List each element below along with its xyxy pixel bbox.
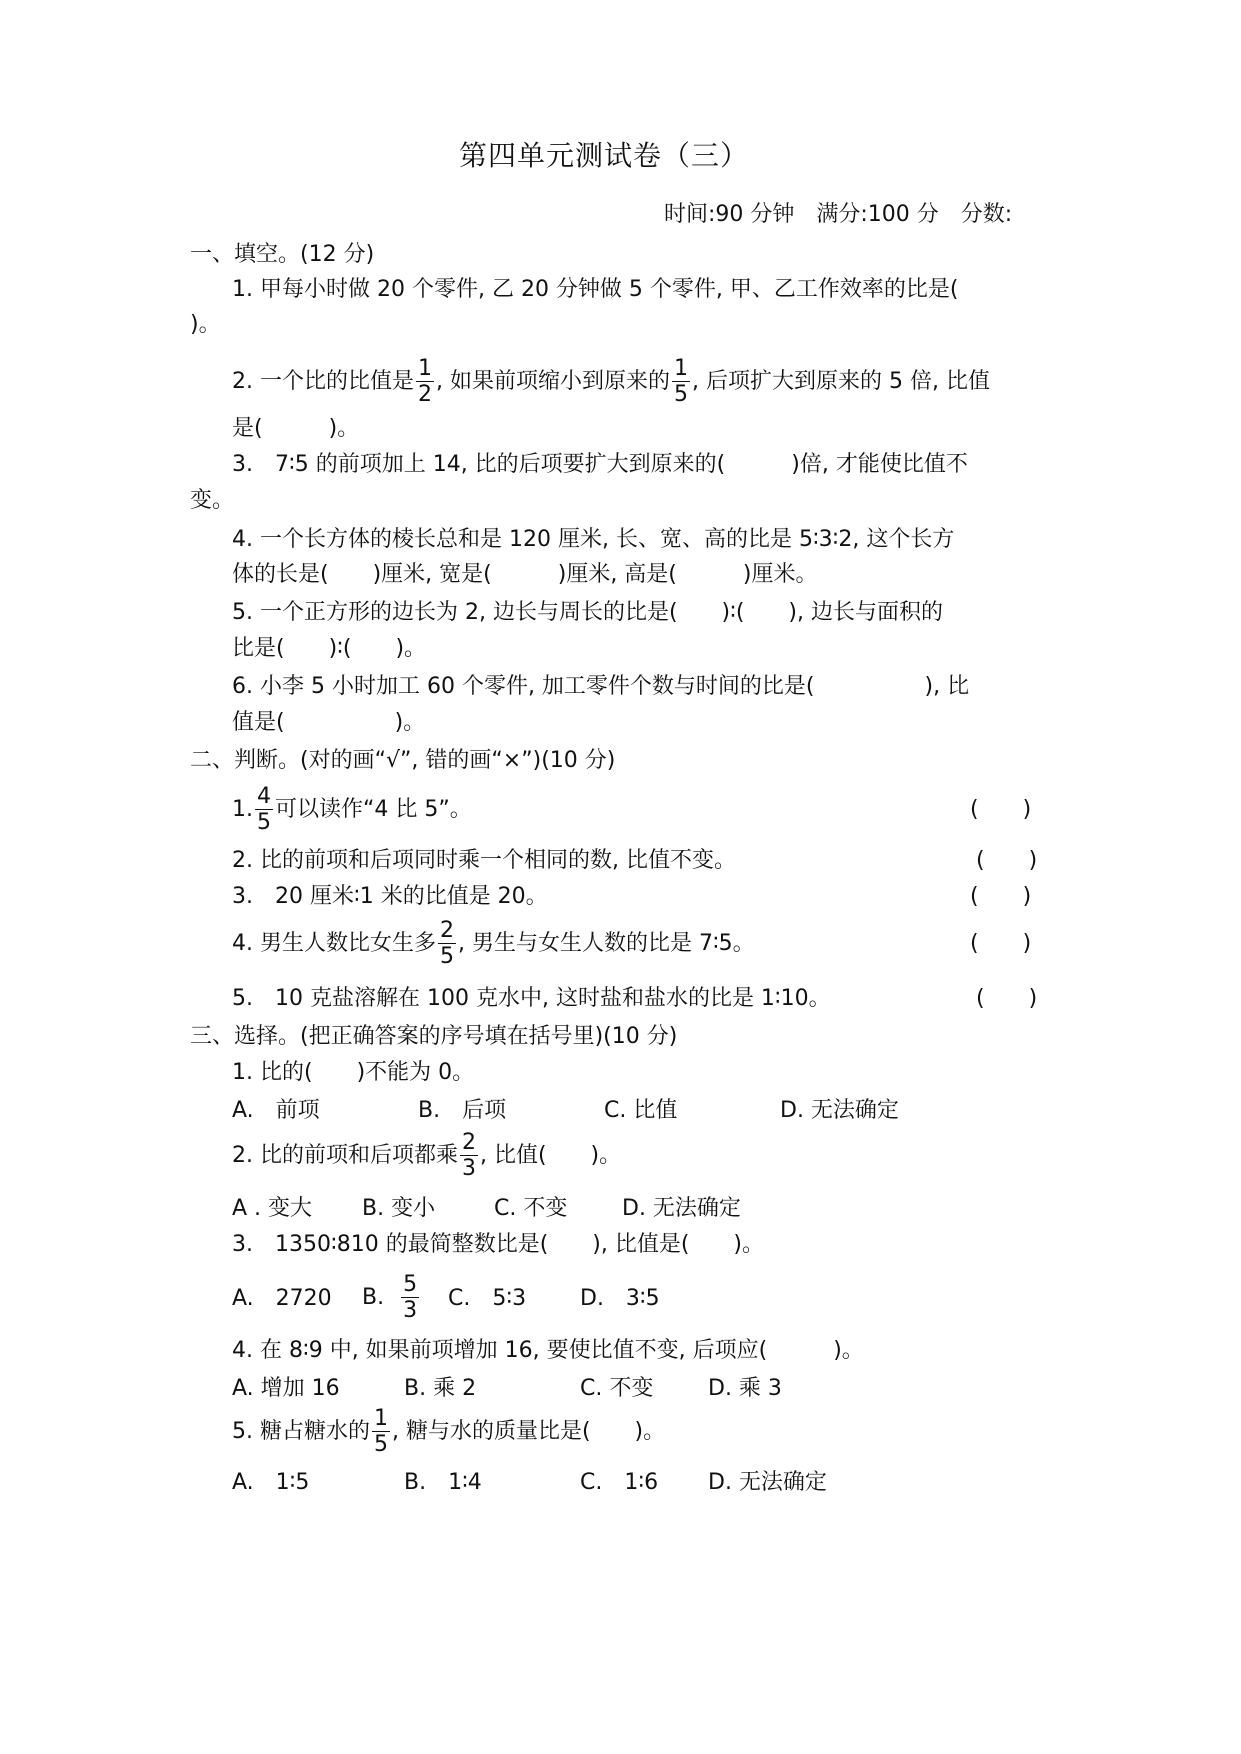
s2-q3-answer-paren[interactable]: ( ) [970, 884, 1032, 909]
s2-q5: 5. 10 克盐溶解在 100 克水中, 这时盐和盐水的比是 1∶10。 [232, 986, 831, 1011]
frac-den: 2 [417, 382, 432, 407]
s3-q4-option-b: B. 乘 2 [404, 1376, 477, 1401]
s1-q6-line1: 6. 小李 5 小时加工 60 个零件, 加工零件个数与时间的比是( ), 比 [232, 674, 970, 699]
s1-q4-line1: 4. 一个长方体的棱长总和是 120 厘米, 长、宽、高的比是 5∶3∶2, 这个长方 [232, 527, 955, 552]
s3-q5-text-a: 5. 糖占糖水的 [232, 1419, 370, 1444]
s2-q3: 3. 20 厘米∶1 米的比值是 20。 [232, 884, 548, 909]
s2-q1-text-b: 可以读作“4 比 5”。 [275, 797, 472, 822]
s2-q2-answer-paren[interactable]: ( ) [976, 848, 1038, 873]
s3-q1-option-d: D. 无法确定 [780, 1098, 899, 1123]
s3-q2-text-a: 2. 比的前项和后项都乘 [232, 1143, 458, 1168]
frac-den: 5 [373, 1432, 388, 1457]
s3-q5 [232, 1402, 665, 1462]
s3-q5-option-c: C. 1∶6 [580, 1470, 659, 1495]
frac-den: 3 [461, 1156, 476, 1181]
s3-q5-text-b: , 糖与水的质量比是( )。 [391, 1419, 666, 1444]
s1-q2-line2: 是( )。 [232, 416, 360, 441]
s1-q5-line1: 5. 一个正方形的边长为 2, 边长与周长的比是( )∶( ), 边长与面积的 [232, 600, 944, 625]
s1-q1-line2: )。 [190, 312, 221, 337]
s3-q5-option-b: B. 1∶4 [404, 1470, 482, 1495]
s1-q6-line2: 值是( )。 [232, 710, 426, 735]
s3-q4-option-c: C. 不变 [580, 1376, 654, 1401]
frac-num: 1 [417, 356, 432, 381]
fraction-2-3 [460, 1132, 478, 1180]
fraction-1-5 [672, 358, 690, 406]
s2-q4-text-b: , 男生与女生人数的比是 7∶5。 [457, 931, 755, 956]
s2-q1-answer-paren[interactable]: ( ) [970, 797, 1032, 822]
fraction-5-3 [401, 1274, 419, 1322]
s2-q1-text-a: 1. [232, 797, 253, 822]
s3-q2-option-c: C. 不变 [494, 1196, 568, 1221]
s3-q2-option-b: B. 变小 [362, 1196, 436, 1221]
s3-q2 [232, 1126, 621, 1186]
section-3-heading: 三、选择。(把正确答案的序号填在括号里)(10 分) [190, 1024, 678, 1049]
section-1-heading: 一、填空。(12 分) [190, 242, 375, 267]
s1-q2-text-c: , 后项扩大到原来的 5 倍, 比值 [691, 369, 990, 394]
s1-q1-line1: 1. 甲每小时做 20 个零件, 乙 20 分钟做 5 个零件, 甲、乙工作效率的比是( [232, 277, 959, 302]
section-2-heading: 二、判断。(对的画“√”, 错的画“×”)(10 分) [190, 748, 616, 773]
s3-q5-option-d: D. 无法确定 [708, 1470, 827, 1495]
frac-num: 5 [403, 1272, 418, 1297]
frac-num: 2 [461, 1130, 476, 1155]
s3-q3-option-a: A. 2720 [232, 1286, 332, 1311]
frac-den: 5 [673, 382, 688, 407]
s3-q1-option-c: C. 比值 [604, 1098, 678, 1123]
s1-q3-line2: 变。 [190, 488, 235, 513]
s3-q3: 3. 1350∶810 的最简整数比是( ), 比值是( )。 [232, 1232, 765, 1257]
s3-q1-option-a: A. 前项 [232, 1098, 320, 1123]
frac-num: 1 [373, 1406, 388, 1431]
frac-num: 1 [673, 356, 688, 381]
s2-q5-answer-paren[interactable]: ( ) [976, 986, 1038, 1011]
s2-q1 [232, 780, 472, 840]
s1-q2-text-a: 2. 一个比的比值是 [232, 369, 414, 394]
s3-q4: 4. 在 8∶9 中, 如果前项增加 16, 要使比值不变, 后项应( )。 [232, 1338, 864, 1363]
s3-q5-option-a: A. 1∶5 [232, 1470, 310, 1495]
s3-q2-option-a: A . 变大 [232, 1196, 313, 1221]
s3-q4-option-a: A. 增加 16 [232, 1376, 340, 1401]
s1-q4-line2: 体的长是( )厘米, 宽是( )厘米, 高是( )厘米。 [232, 562, 818, 587]
s3-q2-option-d: D. 无法确定 [622, 1196, 741, 1221]
exam-meta: 时间:90 分钟 满分:100 分 分数: [664, 202, 1013, 227]
fraction-1-5b [372, 1408, 390, 1456]
s1-q2-text-b: , 如果前项缩小到原来的 [435, 369, 670, 394]
fraction-1-2 [416, 358, 434, 406]
s2-q4-answer-paren[interactable]: ( ) [970, 931, 1032, 956]
fraction-2-5 [438, 920, 456, 968]
s3-q3-option-b-label: B. [362, 1285, 385, 1310]
s1-q2-line1 [232, 352, 990, 412]
s3-q1-option-b: B. 后项 [418, 1098, 507, 1123]
s3-q1: 1. 比的( )不能为 0。 [232, 1060, 475, 1085]
frac-num: 4 [257, 784, 271, 809]
page-title: 第四单元测试卷（三） [459, 139, 750, 172]
frac-den: 5 [439, 944, 454, 969]
s2-q2: 2. 比的前项和后项同时乘一个相同的数, 比值不变。 [232, 848, 736, 873]
frac-num: 2 [439, 918, 454, 943]
s3-q3-option-b [362, 1268, 421, 1328]
s3-q2-text-b: , 比值( )。 [479, 1143, 622, 1168]
s1-q3-line1: 3. 7∶5 的前项加上 14, 比的后项要扩大到原来的( )倍, 才能使比值不 [232, 452, 968, 477]
s3-q4-option-d: D. 乘 3 [708, 1376, 782, 1401]
fraction-4-5 [255, 786, 273, 834]
frac-den: 5 [257, 810, 271, 835]
s1-q5-line2: 比是( )∶( )。 [232, 636, 427, 661]
s3-q3-option-c: C. 5∶3 [448, 1286, 527, 1311]
frac-den: 3 [403, 1298, 418, 1323]
s3-q3-option-d: D. 3∶5 [580, 1286, 660, 1311]
s2-q4-text-a: 4. 男生人数比女生多 [232, 931, 436, 956]
s2-q4 [232, 914, 755, 974]
